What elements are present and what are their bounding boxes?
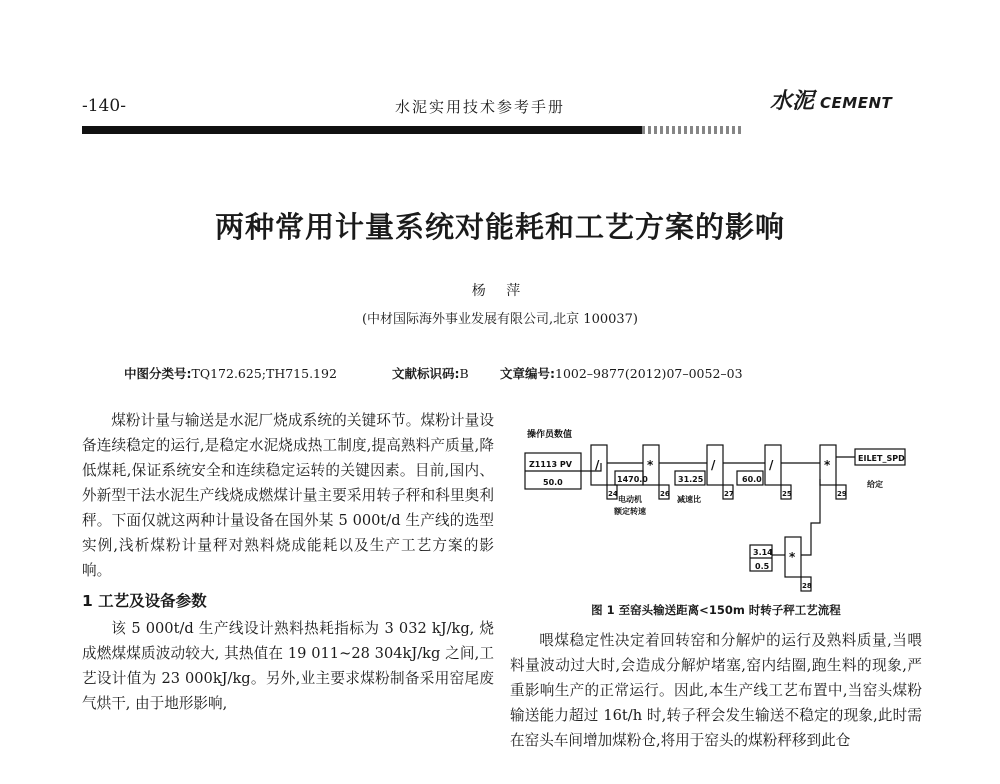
- given-label: 给定: [867, 480, 883, 489]
- operator-value-label: 操作员数值: [527, 430, 573, 440]
- page-number: -140-: [82, 96, 126, 116]
- art-value: 1002–9877(2012)07–0052–03: [555, 366, 743, 381]
- clc-label: 中图分类号:: [124, 366, 192, 381]
- doc-label: 文献标识码:: [392, 366, 460, 381]
- journal-logo-en: CEMENT: [820, 94, 893, 112]
- figure-1: [515, 415, 915, 600]
- article-title: 两种常用计量系统对能耗和工艺方案的影响: [214, 210, 785, 244]
- journal-logo-cn: 水泥: [770, 88, 815, 114]
- motor-speed-value: 1470.0: [617, 475, 648, 484]
- input-value: 50.0: [543, 478, 563, 487]
- header-rule-fade: [642, 126, 742, 134]
- block-id-26: 26: [660, 490, 670, 498]
- div-symbol-25: /: [769, 458, 774, 472]
- classification-number: [124, 364, 337, 382]
- block-id-25: 25: [782, 490, 792, 498]
- motor-label: 电动机: [618, 495, 642, 504]
- running-title: 水泥实用技术参考手册: [395, 98, 566, 116]
- left-column: [82, 408, 494, 716]
- div-symbol-27: /: [711, 458, 716, 472]
- mul-symbol-29: *: [824, 458, 831, 472]
- reducer-label: 减速比: [677, 495, 701, 504]
- half-value: 0.5: [755, 562, 770, 571]
- header-rule: [82, 126, 642, 134]
- mul-symbol-26: *: [647, 458, 654, 472]
- figure-caption: 图 1 至窑头输送距离<150m 时转子秤工艺流程: [591, 603, 841, 617]
- flow-diagram: [515, 415, 915, 600]
- output-tag: EILET_SPD: [858, 454, 905, 463]
- document-code: [392, 364, 469, 382]
- journal-logo: [770, 84, 892, 115]
- art-label: 文章编号:: [500, 366, 555, 381]
- affiliation: (中材国际海外事业发展有限公司,北京 100037): [361, 312, 639, 327]
- block-id-27: 27: [724, 490, 734, 498]
- right-paragraph: 喂煤稳定性决定着回转窑和分解炉的运行及熟料质量,当喂料量波动过大时,会造成分解炉堵塞,窑内结圈,跑生料的现象,严重影响生产的正常运行。因此,本生产线工艺布置中,当窑头煤粉输送能力超过 16t/h 时,转子秤会发生输送不稳定的现象,此时需在窑头车间增加煤粉仓,将用于窑头的煤粉秤移到此仓: [510, 632, 922, 749]
- article-number: [500, 364, 743, 382]
- input-tag: Z1113 PV: [529, 460, 572, 469]
- doc-value: B: [459, 366, 469, 381]
- block-id-24: 24: [608, 490, 618, 498]
- right-column: [510, 628, 922, 753]
- constant-60-value: 60.0: [742, 475, 762, 484]
- section-1-paragraph: 该 5 000t/d 生产线设计熟料热耗指标为 3 032 kJ/kg, 烧成燃煤煤质波动较大, 其热值在 19 011~28 304kJ/kg 之间,工艺设计值为 23 000kJ/kg。另外,业主要求煤粉制备采用窑尾废气烘干, 由于地形影响,: [82, 620, 494, 712]
- intro-paragraph: 煤粉计量与输送是水泥厂烧成系统的关键环节。煤粉计量设备连续稳定的运行,是稳定水泥烧成热工制度,提高熟料产质量,降低煤耗,保证系统安全和连续稳定运转的关键因素。目前,国内、外新型干法水泥生产线烧成燃煤计量主要采用转子秤和科里奥利秤。下面仅就这两种计量设备在国外某 5 000t/d 生产线的选型实例,浅析煤粉计量秤对熟料烧成能耗以及生产工艺方案的影响。: [82, 412, 494, 579]
- rated-speed-label: 额定转速: [614, 507, 646, 516]
- block-id-28: 28: [802, 582, 812, 590]
- div-symbol-24: /: [595, 458, 600, 472]
- reducer-ratio-value: 31.25: [678, 475, 704, 484]
- mul-symbol-28: *: [789, 550, 796, 564]
- section-1-heading: 1 工艺及设备参数: [82, 592, 207, 610]
- author: 杨 萍: [471, 283, 529, 299]
- block-id-29: 29: [837, 490, 847, 498]
- clc-value: TQ172.625;TH715.192: [191, 366, 337, 381]
- pi-value: 3.14: [753, 548, 773, 557]
